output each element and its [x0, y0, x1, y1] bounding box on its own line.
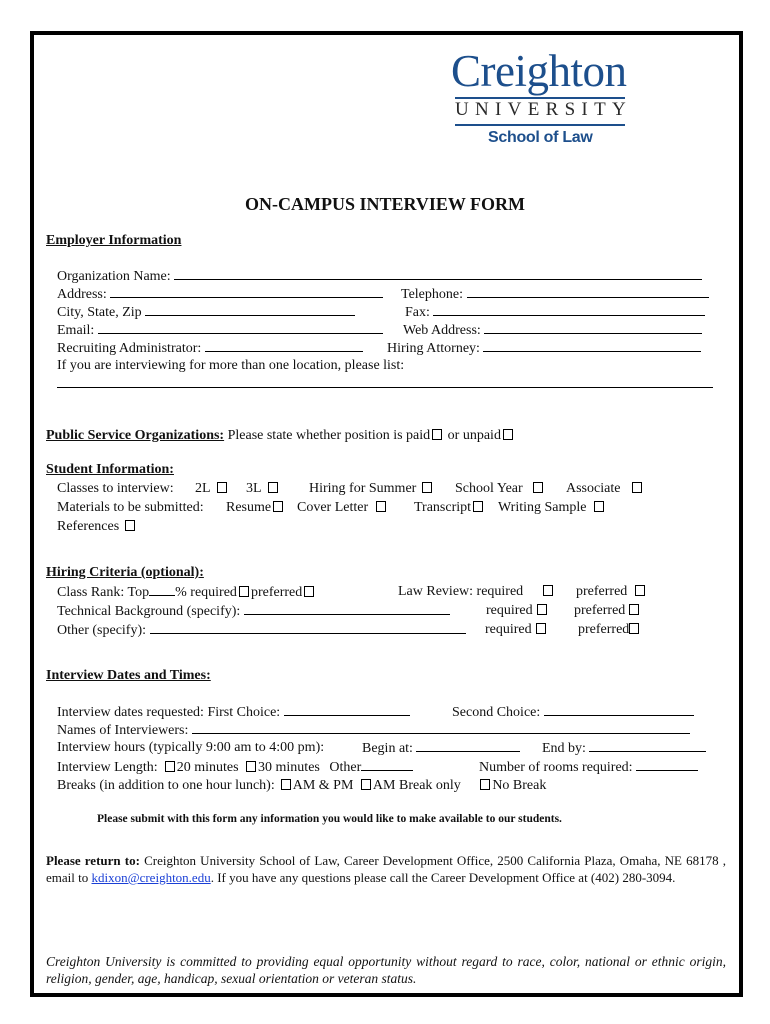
submit-note: Please submit with this form any information you would like to make available to our students. — [97, 813, 562, 825]
breaks-label: Breaks (in addition to one hour lunch): — [57, 778, 275, 793]
public-service-row — [46, 427, 515, 445]
references — [57, 518, 137, 536]
interview-heading: Interview Dates and Times: — [46, 668, 211, 683]
min30-label: 30 minutes — [258, 760, 320, 775]
length-row — [57, 758, 413, 777]
law-review-preferred-label: preferred — [576, 584, 628, 599]
other-preferred-label: preferred — [578, 622, 630, 637]
no-break-label: No Break — [492, 778, 547, 793]
hiring-attorney-field[interactable] — [483, 339, 701, 352]
am-pm-label: AM & PM — [292, 778, 354, 793]
first-choice-label: First Choice: — [207, 705, 281, 720]
city-label: City, State, Zip — [57, 305, 142, 320]
no-break-checkbox[interactable] — [480, 779, 490, 790]
multi-location-row — [57, 375, 713, 394]
law-review-required-box — [541, 583, 555, 601]
resume-checkbox[interactable] — [273, 501, 283, 512]
rank-preferred-checkbox[interactable] — [304, 586, 314, 597]
technical-label: Technical Background (specify): — [57, 604, 241, 619]
rank-required-label: required — [190, 585, 237, 600]
other-required-label: required — [485, 622, 532, 637]
rooms-row — [479, 758, 698, 777]
web-field[interactable] — [484, 321, 702, 334]
writing-sample-label: Writing Sample — [498, 500, 587, 515]
return-label: Please return to: — [46, 853, 140, 868]
first-choice-field[interactable] — [284, 703, 410, 716]
class-2l-label: 2L — [195, 481, 211, 496]
references-checkbox[interactable] — [125, 520, 135, 531]
law-review-required-label: required — [476, 584, 524, 599]
begin-field[interactable] — [416, 739, 520, 752]
telephone-label: Telephone: — [401, 287, 463, 302]
class-3l-checkbox[interactable] — [268, 482, 278, 493]
am-pm-checkbox[interactable] — [281, 779, 291, 790]
second-choice-field[interactable] — [544, 703, 694, 716]
technical-row — [57, 602, 450, 621]
cover-letter — [297, 499, 388, 517]
min20-checkbox[interactable] — [165, 761, 175, 772]
breaks-row — [57, 777, 546, 795]
transcript — [414, 499, 485, 517]
org-name-row — [57, 267, 702, 286]
hiring-attorney-label: Hiring Attorney: — [387, 341, 480, 356]
end-label: End by: — [542, 741, 586, 756]
telephone-row — [401, 285, 709, 304]
recruiting-field[interactable] — [205, 339, 363, 352]
writing-sample-checkbox[interactable] — [594, 501, 604, 512]
address-row — [57, 285, 383, 304]
address-field[interactable] — [110, 285, 383, 298]
associate — [566, 480, 644, 498]
email-label: Email: — [57, 323, 95, 338]
transcript-label: Transcript — [414, 500, 472, 515]
class-3l — [246, 480, 280, 498]
multi-location-field[interactable] — [57, 375, 713, 388]
other-preferred — [578, 621, 641, 639]
resume — [226, 499, 285, 517]
hiring-summer — [309, 480, 434, 498]
technical-required — [486, 602, 549, 620]
school-year — [455, 480, 545, 498]
class-rank-field[interactable] — [149, 583, 175, 596]
fax-row — [405, 303, 705, 322]
logo-rule-bottom — [455, 124, 625, 126]
interviewers-field[interactable] — [192, 721, 690, 734]
paid-checkbox[interactable] — [432, 429, 442, 440]
rank-required-checkbox[interactable] — [239, 586, 249, 597]
interviewers-row — [57, 721, 690, 740]
other-specify-label: Other (specify): — [57, 623, 147, 638]
email-link[interactable]: kdixon@creighton.edu — [91, 870, 211, 885]
unpaid-label: or unpaid — [447, 428, 501, 443]
email-row — [57, 321, 383, 340]
multi-location-label: If you are interviewing for more than one location, please list: — [57, 358, 405, 373]
other-specify-field[interactable] — [150, 621, 466, 634]
summer-checkbox[interactable] — [422, 482, 432, 493]
return-paragraph — [46, 852, 726, 886]
org-name-field[interactable] — [174, 267, 702, 280]
employer-heading: Employer Information — [46, 233, 182, 248]
other-preferred-checkbox[interactable] — [629, 623, 639, 634]
class-rank-label: Class Rank: Top — [57, 585, 150, 600]
classes-label: Classes to interview: — [57, 481, 174, 496]
class-rank-row — [57, 583, 316, 602]
hours-label: Interview hours (typically 9:00 am to 4:00 pm): — [57, 740, 325, 755]
technical-field[interactable] — [244, 602, 450, 615]
dates-requested-label: Interview dates requested: — [57, 705, 204, 720]
cover-letter-checkbox[interactable] — [376, 501, 386, 512]
technical-required-label: required — [486, 603, 533, 618]
law-review-preferred — [576, 583, 647, 601]
unpaid-checkbox[interactable] — [503, 429, 513, 440]
materials-label: Materials to be submitted: — [57, 500, 204, 515]
email-field[interactable] — [98, 321, 383, 334]
class-2l — [195, 480, 229, 498]
second-choice-label: Second Choice: — [452, 705, 541, 720]
second-choice-row — [452, 703, 694, 722]
transcript-checkbox[interactable] — [473, 501, 483, 512]
law-review-row — [398, 583, 523, 601]
law-review-preferred-checkbox[interactable] — [635, 585, 645, 596]
hiring-attorney-row — [387, 339, 701, 358]
length-label: Interview Length: — [57, 760, 158, 775]
class-2l-checkbox[interactable] — [217, 482, 227, 493]
hiring-heading: Hiring Criteria (optional): — [46, 565, 204, 580]
dates-row — [57, 703, 410, 722]
logo-university: UNIVERSITY — [455, 99, 632, 120]
associate-checkbox[interactable] — [632, 482, 642, 493]
logo-creighton: Creighton — [451, 46, 627, 96]
summer-label: Hiring for Summer — [309, 481, 417, 496]
other-required-checkbox[interactable] — [536, 623, 546, 634]
address-label: Address: — [57, 287, 107, 302]
end-row — [542, 739, 706, 758]
school-year-checkbox[interactable] — [533, 482, 543, 493]
technical-preferred-label: preferred — [574, 603, 626, 618]
resume-label: Resume — [226, 500, 272, 515]
class-3l-label: 3L — [246, 481, 262, 496]
school-year-label: School Year — [455, 481, 523, 496]
page-title: ON-CAMPUS INTERVIEW FORM — [244, 194, 526, 214]
eeo-statement: Creighton University is committed to providing equal opportunity without regard to race, color, national or ethnic origin, religion, gender, age, handicap, sexual orientation or veteran status. — [46, 954, 726, 986]
student-heading: Student Information: — [46, 462, 174, 477]
technical-required-checkbox[interactable] — [537, 604, 547, 615]
references-label: References — [57, 519, 120, 534]
web-row — [403, 321, 702, 340]
interviewers-label: Names of Interviewers: — [57, 723, 189, 738]
cover-letter-label: Cover Letter — [297, 500, 369, 515]
return-text: Creighton University School of Law, Career Development Office, 2500 California Plaza, Omaha, NE 68178 , email to — [46, 853, 726, 885]
technical-preferred-checkbox[interactable] — [629, 604, 639, 615]
technical-preferred — [574, 602, 641, 620]
am-only-checkbox[interactable] — [361, 779, 371, 790]
begin-row — [362, 739, 520, 758]
associate-label: Associate — [566, 481, 621, 496]
telephone-field[interactable] — [467, 285, 709, 298]
org-name-label: Organization Name: — [57, 269, 171, 284]
city-row — [57, 303, 355, 322]
other-required — [485, 621, 548, 639]
hours-row — [57, 739, 324, 757]
fax-label: Fax: — [405, 305, 430, 320]
public-service-heading: Public Service Organizations: — [46, 428, 225, 443]
min20-label: 20 minutes — [176, 760, 239, 775]
begin-label: Begin at: — [362, 741, 413, 756]
city-field[interactable] — [145, 303, 355, 316]
return-text-2: . If you have any questions please call the Career Development Office at (402) 280-3094. — [210, 870, 676, 885]
am-only-label: AM Break only — [372, 778, 461, 793]
law-review-label: Law Review: — [398, 584, 474, 599]
percent-label: % — [175, 585, 187, 600]
length-other-field[interactable] — [361, 758, 413, 771]
rooms-label: Number of rooms required: — [479, 760, 633, 775]
web-label: Web Address: — [403, 323, 481, 338]
other-specify-row — [57, 621, 466, 640]
rooms-field[interactable] — [636, 758, 698, 771]
public-service-text: Please state whether position is paid — [227, 428, 431, 443]
min30-checkbox[interactable] — [246, 761, 256, 772]
end-field[interactable] — [589, 739, 706, 752]
length-other-label: Other — [329, 760, 362, 775]
recruiting-label: Recruiting Administrator: — [57, 341, 202, 356]
rank-preferred-label: preferred — [250, 585, 303, 600]
logo-school-of-law: School of Law — [488, 129, 593, 146]
law-review-required-checkbox[interactable] — [543, 585, 553, 596]
fax-field[interactable] — [433, 303, 705, 316]
writing-sample — [498, 499, 606, 517]
recruiting-row — [57, 339, 363, 358]
